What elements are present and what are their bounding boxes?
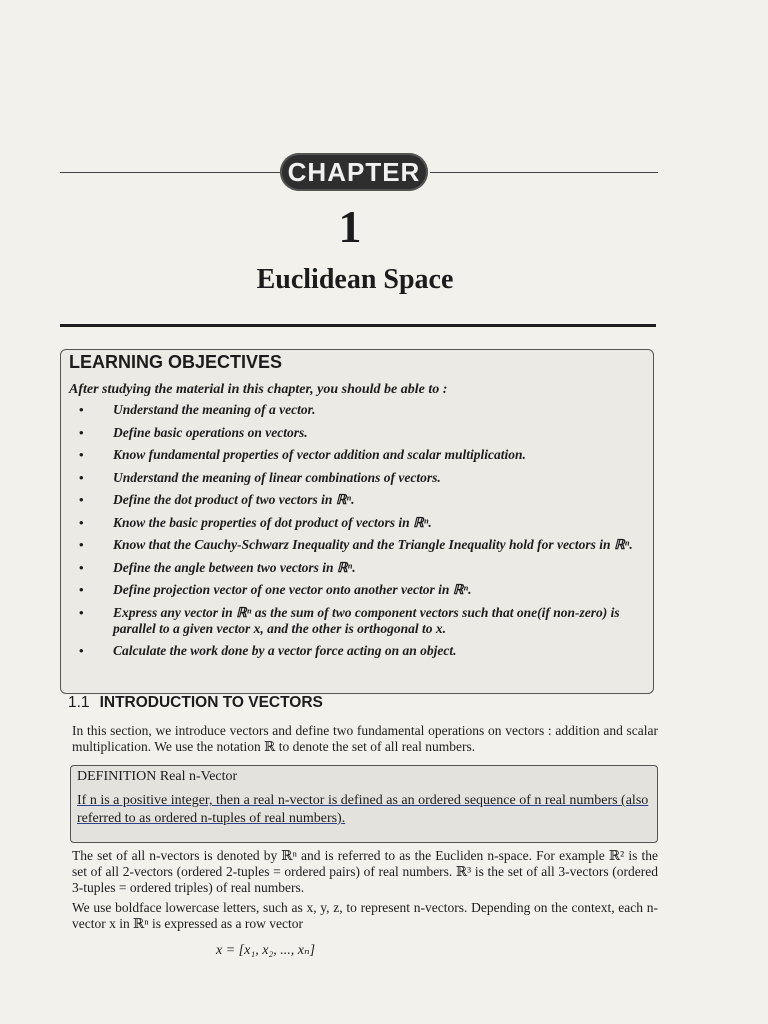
list-item: • Know fundamental properties of vector addition and scalar multiplication. <box>79 447 526 462</box>
learning-objectives-intro: After studying the material in this chapter, you should be able to : <box>69 382 448 397</box>
bullet-icon: • <box>79 424 84 440</box>
learning-objectives-list <box>75 402 645 666</box>
list-item: • Express any vector in ℝⁿ as the sum of two component vectors such that one(if non-zero) is parallel to a given vector x, and the other is orthogonal to x. <box>79 604 620 636</box>
learning-objectives-box <box>60 349 654 694</box>
list-item: • Define projection vector of one vector onto another vector in ℝⁿ. <box>79 582 472 597</box>
list-item: • Understand the meaning of linear combinations of vectors. <box>79 469 441 485</box>
bullet-icon: • <box>79 604 84 620</box>
chapter-rule-right <box>430 172 658 173</box>
chapter-number: 1 <box>338 201 362 252</box>
bullet-icon: • <box>79 447 84 462</box>
bullet-icon: • <box>79 537 84 552</box>
section-title: INTRODUCTION TO VECTORS <box>99 694 323 711</box>
bullet-icon: • <box>79 514 84 530</box>
bullet-icon: • <box>79 492 84 507</box>
section-number: 1.1 <box>68 694 90 711</box>
body-paragraph-2: We use boldface lowercase letters, such as x, y, z, to represent n-vectors. Depending on the context, each n-vector x in ℝⁿ is expressed as a row vector <box>72 900 658 931</box>
bullet-icon: • <box>79 469 84 485</box>
chapter-badge: CHAPTER <box>280 153 428 191</box>
bullet-icon: • <box>79 402 84 417</box>
definition-box <box>70 765 658 843</box>
list-item: • Calculate the work done by a vector force acting on an object. <box>79 643 457 658</box>
list-item: • Know that the Cauchy-Schwarz Inequality and the Triangle Inequality hold for vectors in ℝⁿ. <box>79 537 633 552</box>
body-paragraph-1: The set of all n-vectors is denoted by ℝⁿ and is referred to as the Eucliden n-space. For example ℝ² is the set of all 2-vectors (ordered 2-tuples = ordered pairs) of real numbers. ℝ³ is the set of all 3-vectors (ordered 3-tuples = ordered triples) of real numbers. <box>72 848 658 895</box>
bullet-icon: • <box>79 643 84 658</box>
section-intro: In this section, we introduce vectors and define two fundamental operations on vectors : addition and scalar multiplication. We use the notation ℝ to denote the set of all real numbers. <box>72 723 658 754</box>
list-item: • Define the dot product of two vectors in ℝⁿ. <box>79 492 355 507</box>
chapter-title: Euclidean Space <box>256 264 454 295</box>
list-item: • Know the basic properties of dot product of vectors in ℝⁿ. <box>79 514 432 530</box>
chapter-rule-left <box>60 172 282 173</box>
definition-text: If n is a positive integer, then a real n-vector is defined as an ordered sequence of n real numbers (also referred to as ordered n-tuples of real numbers). <box>77 793 649 826</box>
title-divider <box>60 324 656 327</box>
section-heading <box>68 694 323 712</box>
list-item: • Define the angle between two vectors in ℝⁿ. <box>79 559 356 575</box>
learning-objectives-heading: LEARNING OBJECTIVES <box>69 352 283 372</box>
definition-title: DEFINITION Real n-Vector <box>77 769 238 784</box>
list-item: • Define basic operations on vectors. <box>79 424 308 440</box>
row-vector-formula: x = [x₁, x₂, ..., xₙ] <box>216 943 316 958</box>
list-item: • Understand the meaning of a vector. <box>79 402 316 417</box>
bullet-icon: • <box>79 582 84 597</box>
bullet-icon: • <box>79 559 84 575</box>
